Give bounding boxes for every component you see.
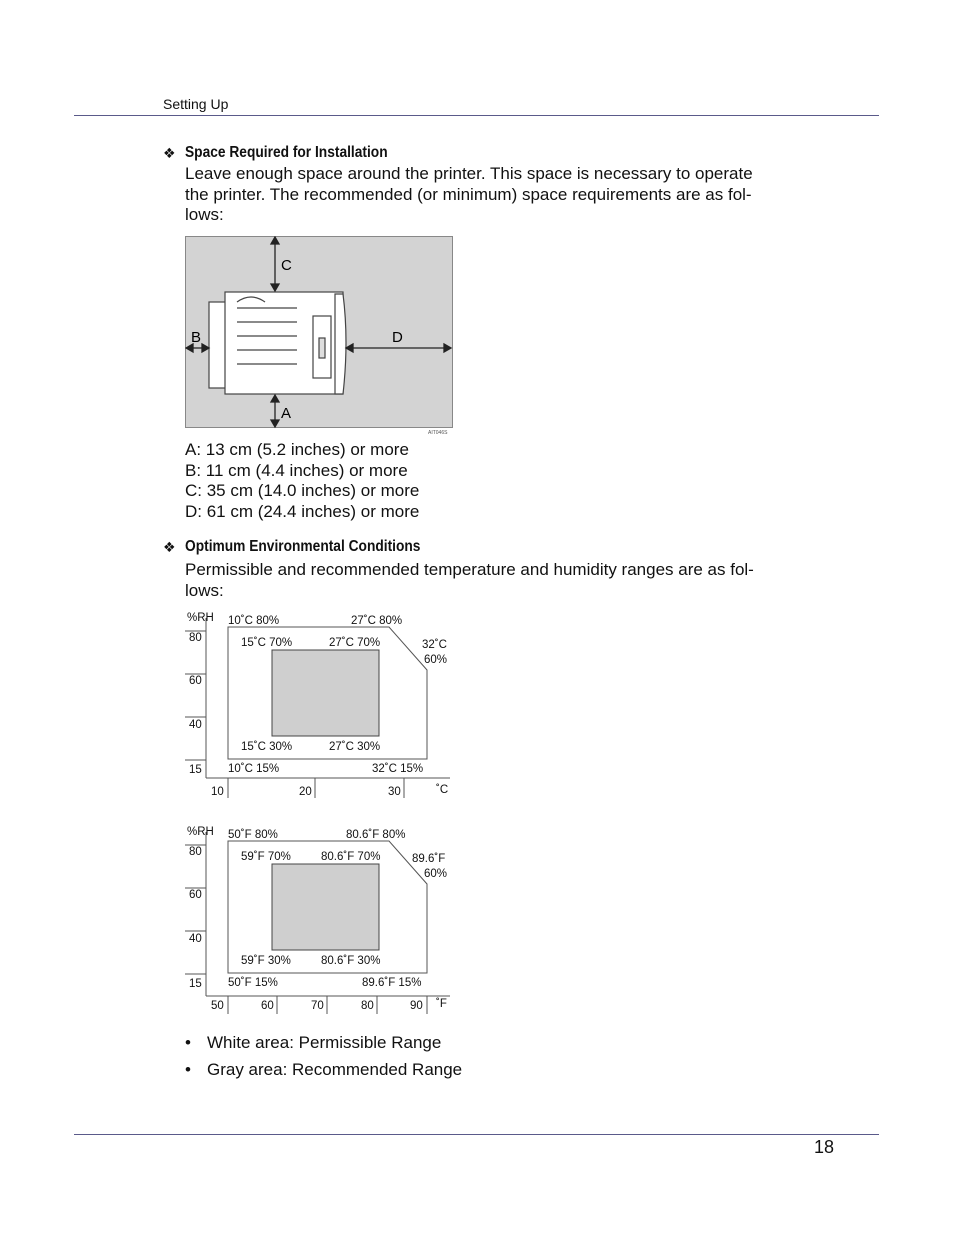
recommended-range-area <box>272 650 379 736</box>
corner-label: 89.6˚F <box>412 853 446 865</box>
corner-label: 80.6˚F 70% <box>321 851 381 863</box>
corner-label: 27˚C 70% <box>329 637 381 649</box>
x-tick: 30 <box>388 786 401 798</box>
page-number: 18 <box>814 1137 835 1157</box>
spec-c: C: 35 cm (14.0 inches) or more <box>185 481 420 500</box>
legend-item-recommended <box>185 1060 462 1080</box>
x-tick: 20 <box>299 786 312 798</box>
clearance-spec-list <box>185 440 419 522</box>
corner-label: 27˚C 30% <box>329 741 381 753</box>
printer-icon <box>209 292 346 394</box>
corner-label: 59˚F 30% <box>241 955 291 967</box>
spec-a: A: 13 cm (5.2 inches) or more <box>185 440 409 459</box>
corner-label: 60% <box>424 654 448 666</box>
printer-clearance-diagram <box>185 236 453 436</box>
y-tick: 40 <box>189 933 202 945</box>
section-title-environment: Optimum Environmental Conditions <box>185 538 421 555</box>
header-rule <box>74 115 879 116</box>
space-paragraph <box>185 164 795 226</box>
y-unit-label: %RH <box>187 612 214 624</box>
y-tick: 80 <box>189 632 202 644</box>
x-tick: 60 <box>261 1000 274 1012</box>
legend-text: Gray area: Recommended Range <box>207 1060 463 1079</box>
paragraph-line: Permissible and recommended temperature and humidity ranges are as fol- <box>185 560 754 579</box>
corner-label: 15˚C 70% <box>241 637 293 649</box>
paragraph-line: lows: <box>185 205 224 224</box>
label-b: B <box>191 329 202 346</box>
spec-d: D: 61 cm (24.4 inches) or more <box>185 501 420 521</box>
corner-label: 32˚C <box>422 639 447 651</box>
y-tick: 60 <box>189 889 202 901</box>
legend-item-permissible <box>185 1033 441 1053</box>
corner-label: 50˚F 15% <box>228 977 278 989</box>
corner-label: 27˚C 80% <box>351 615 403 627</box>
label-a: A <box>281 405 292 422</box>
corner-label: 60% <box>424 868 448 880</box>
label-c: C <box>281 257 292 274</box>
y-tick: 15 <box>189 978 202 990</box>
paragraph-line: lows: <box>185 580 224 600</box>
y-tick: 60 <box>189 675 202 687</box>
x-unit-label: ˚F <box>436 998 447 1010</box>
celsius-range-chart <box>185 608 460 803</box>
x-tick: 80 <box>361 1000 374 1012</box>
y-tick: 15 <box>189 764 202 776</box>
section-marker-icon: ❖ <box>163 539 176 555</box>
x-tick: 10 <box>211 786 224 798</box>
corner-label: 59˚F 70% <box>241 851 291 863</box>
corner-label: 15˚C 30% <box>241 741 293 753</box>
running-header: Setting Up <box>163 96 229 112</box>
corner-label: 32˚C 15% <box>372 763 424 775</box>
y-tick: 40 <box>189 719 202 731</box>
corner-label: 10˚C 15% <box>228 763 280 775</box>
bullet-icon: • <box>185 1033 191 1052</box>
x-unit-label: ˚C <box>436 784 449 796</box>
section-title-space: Space Required for Installation <box>185 144 388 161</box>
paragraph-line: Leave enough space around the printer. This space is necessary to operate <box>185 164 753 183</box>
y-tick: 80 <box>189 846 202 858</box>
paragraph-line: the printer. The recommended (or minimum) space requirements are as fol- <box>185 184 752 204</box>
x-tick: 90 <box>410 1000 423 1012</box>
spec-b: B: 11 cm (4.4 inches) or more <box>185 460 408 480</box>
x-tick: 70 <box>311 1000 324 1012</box>
legend-text: White area: Permissible Range <box>207 1033 442 1052</box>
fahrenheit-range-chart <box>185 822 460 1017</box>
corner-label: 89.6˚F 15% <box>362 977 422 989</box>
corner-label: 80.6˚F 80% <box>346 829 406 841</box>
corner-label: 80.6˚F 30% <box>321 955 381 967</box>
footer-rule <box>74 1134 879 1135</box>
environment-paragraph <box>185 560 795 601</box>
label-d: D <box>392 329 403 346</box>
recommended-range-area <box>272 864 379 950</box>
bullet-icon: • <box>185 1060 191 1079</box>
corner-label: 10˚C 80% <box>228 615 280 627</box>
figure-code: AIT046S <box>428 430 448 436</box>
corner-label: 50˚F 80% <box>228 829 278 841</box>
y-unit-label: %RH <box>187 826 214 838</box>
x-tick: 50 <box>211 1000 224 1012</box>
section-marker-icon: ❖ <box>163 145 176 161</box>
